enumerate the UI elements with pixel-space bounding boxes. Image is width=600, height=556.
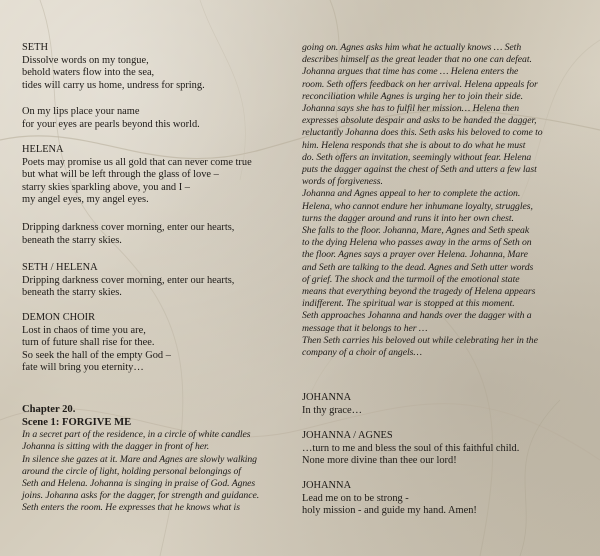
left-column: [22, 42, 300, 92]
speaker-name: JOHANNA / AGNES: [302, 430, 393, 441]
narration: [302, 42, 594, 359]
chapter-title: Chapter 20.: [22, 404, 76, 415]
stage-direction-line: Johanna argues that time has come … Helena enters the: [302, 66, 519, 78]
stage-direction-line: of grief. The shock and the turmoil of the emotional state: [302, 273, 520, 285]
stage-direction-line: Seth and Helena. Johanna is singing in praise of God. Agnes: [22, 478, 256, 489]
speaker-name: SETH: [22, 42, 48, 53]
stage-direction-line: and Seth are talking to the dead. Agnes and Seth utter words: [302, 261, 534, 273]
stage-direction-line: Then Seth carries his beloved out while celebrating her in the: [302, 334, 538, 346]
stage-direction-line: Seth approaches Johanna and hands over the dagger with a: [302, 310, 532, 322]
lyric-line: Poets may promise us all gold that can never come true: [22, 156, 252, 168]
stage-direction-line: company of a choir of angels…: [302, 347, 422, 359]
stage-direction-line: do. Seth offers an invitation, seemingly without fear. Helena: [302, 151, 532, 163]
lyric-line: Dissolve words on my tongue,: [22, 54, 149, 66]
lyric-line: None more divine than thee our lord!: [302, 455, 457, 467]
stage-direction-line: reluctantly Johanna does this. Seth asks his beloved to come to: [302, 127, 543, 139]
lyric-line: behold waters flow into the sea,: [22, 67, 155, 79]
speech-helena-2: [22, 222, 300, 247]
stage-direction-line: joins. Johanna asks for the dagger, for strength and guidance.: [22, 490, 260, 502]
stage-direction-line: Johanna says she has to fulfil her mission… Helena then: [302, 103, 520, 115]
stage-direction-line: message that it belongs to her …: [302, 322, 428, 334]
stage-direction-line: to the dying Helena who passes away in the arms of Seth on: [302, 237, 532, 249]
speech-johanna-2: [302, 480, 594, 518]
stage-direction-line: means that everything beyond the tragedy of Helena appears: [302, 286, 536, 298]
lyric-line: starry skies sparkling above, you and I –: [22, 181, 190, 193]
stage-direction-line: In silence she gazes at it. Mare and Agnes are slowly walking: [22, 453, 257, 465]
lyric-line: turn of future shall rise for thee.: [22, 337, 155, 349]
speaker-name: HELENA: [22, 144, 64, 155]
lyric-line: Dripping darkness cover morning, enter our hearts,: [22, 274, 235, 286]
speech-johanna-agnes: [302, 430, 594, 468]
speaker-name: SETH / HELENA: [22, 262, 98, 273]
lyric-line: my angel eyes, my angel eyes.: [22, 194, 149, 206]
lyric-line: Lost in chaos of time you are,: [22, 324, 146, 336]
stage-direction-line: words of forgiveness.: [302, 176, 383, 188]
stage-direction-line: Johanna is sitting with the dagger in front of her.: [22, 441, 210, 453]
stage-direction-line: describes himself as the great leader that no one can defeat.: [302, 54, 532, 66]
stage-direction-line: Helena, who cannot endure her inhumane loyalty, struggles,: [302, 200, 533, 212]
stage-direction-line: She falls to the floor. Johanna, Mare, Agnes and Seth speak: [302, 225, 530, 237]
speaker-name: JOHANNA: [302, 480, 352, 491]
speech-seth-1: [22, 42, 300, 92]
stage-direction-line: indifferent. The spiritual war is stopped at this moment.: [302, 298, 515, 310]
stage-direction-line: In a secret part of the residence, in a circle of white candles: [22, 429, 251, 441]
speech-johanna-1: [302, 392, 594, 417]
stage-direction-line: expresses absolute despair and asks to be handed the dagger,: [302, 115, 537, 127]
stage-direction-line: around the circle of light, holding personal belongings of: [22, 465, 241, 477]
stage-direction-line: puts the dagger against the chest of Seth and utters a few last: [302, 164, 537, 176]
chapter-20: [22, 404, 300, 515]
stage-direction-line: going on. Agnes asks him what he actually knows … Seth: [302, 42, 522, 53]
speaker-name: DEMON CHOIR: [22, 312, 96, 323]
lyric-line: Dripping darkness cover morning, enter our hearts,: [22, 222, 235, 233]
speech-demon-choir: [22, 312, 300, 375]
speaker-name: JOHANNA: [302, 392, 352, 403]
lyric-line: On my lips place your name: [22, 106, 140, 117]
stage-direction-line: room. Seth offers feedback on her arrival. Helena appeals for: [302, 78, 538, 90]
lyric-line: tides will carry us home, undress for spring.: [22, 79, 205, 91]
lyric-line: Lead me on to be strong -: [302, 492, 409, 504]
lyric-line: …turn to me and bless the soul of this faithful child.: [302, 442, 520, 454]
speech-seth-helena: [22, 262, 300, 300]
lyric-line: holy mission - and guide my hand. Amen!: [302, 505, 477, 517]
stage-direction-line: Seth enters the room. He expresses that he knows what is: [22, 502, 240, 514]
scene-title: Scene 1: FORGIVE ME: [22, 416, 132, 428]
stage-direction-line: turns the dagger around and runs it into her own chest.: [302, 212, 514, 224]
stage-direction-line: him. Helena responds that she is about to do what he must: [302, 139, 526, 151]
lyric-line: In thy grace…: [302, 404, 363, 416]
lyric-line: So seek the hall of the empty God –: [22, 349, 171, 361]
lyric-line: beneath the starry skies.: [22, 234, 122, 246]
stage-direction-line: the floor. Agnes says a prayer over Helena. Johanna, Mare: [302, 249, 528, 261]
stage-direction-line: reconciliation while Agnes is urging her to join their side.: [302, 90, 524, 102]
lyric-line: for your eyes are pearls beyond this world.: [22, 118, 200, 130]
lyric-line: but what will be left through the glass of love –: [22, 169, 219, 181]
lyric-line: fate will bring you eternity…: [22, 362, 144, 374]
speech-seth-2: [22, 106, 300, 131]
speech-helena-1: [22, 144, 300, 207]
lyric-line: beneath the starry skies.: [22, 287, 122, 299]
stage-direction-line: Johanna and Agnes appeal to her to complete the action.: [302, 188, 521, 200]
